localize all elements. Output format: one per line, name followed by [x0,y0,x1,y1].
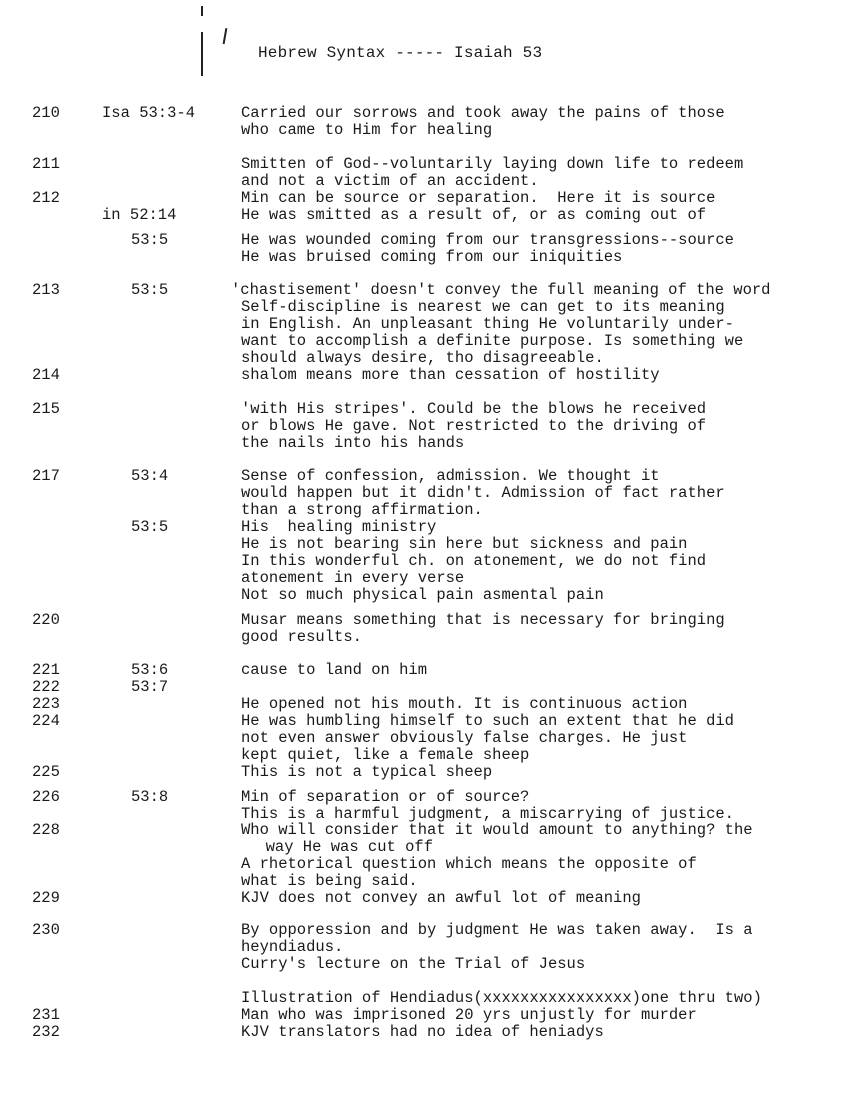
note-text: in English. An unpleasant thing He voluntarily under- [241,315,734,333]
note-text: Not so much physical pain asmental pain [241,586,604,604]
note-line [0,282,849,299]
note-line [0,696,849,713]
line-number: 214 [32,366,60,384]
note-line [0,873,849,890]
note-line [0,333,849,350]
note-line [0,679,849,696]
verse-reference: 53:7 [131,678,169,696]
note-line [0,822,849,839]
note-text: the nails into his hands [241,434,465,452]
note-line [0,502,849,519]
note-line [0,232,849,249]
note-line [0,956,849,973]
note-text: He was bruised coming from our iniquities [241,248,623,266]
verse-reference: 53:8 [131,788,169,806]
note-line [0,299,849,316]
line-number: 228 [32,821,60,839]
note-line [0,519,849,536]
note-line [0,468,849,485]
note-line [0,418,849,435]
note-text: Musar means something that is necessary for bringing [241,611,725,629]
note-line [0,350,849,367]
note-text: He was smitted as a result of, or as coming out of [241,206,707,224]
note-text: He was humbling himself to such an extent that he did [241,712,734,730]
note-line [0,1024,849,1041]
note-text: Sense of confession, admission. We thought it [241,467,660,485]
note-line [0,1007,849,1024]
note-line [0,156,849,173]
note-text: 'with His stripes'. Could be the blows he received [241,400,707,418]
note-line [0,922,849,939]
note-text: In this wonderful ch. on atonement, we do not find [241,552,707,570]
line-number: 210 [32,104,60,122]
line-number: 226 [32,788,60,806]
binding-mark-long [201,32,203,76]
note-text: than a strong affirmation. [241,501,483,519]
line-number: 230 [32,921,60,939]
line-number: 223 [32,695,60,713]
line-number: 222 [32,678,60,696]
note-text: 'chastisement' doesn't convey the full meaning of the word [231,281,771,299]
note-line [0,122,849,139]
note-line [0,612,849,629]
note-text: KJV does not convey an awful lot of meaning [241,889,641,907]
note-text: Curry's lecture on the Trial of Jesus [241,955,586,973]
note-line [0,316,849,333]
line-number: 229 [32,889,60,907]
note-text: or blows He gave. Not restricted to the driving of [241,417,707,435]
note-text: His healing ministry [241,518,437,536]
note-text: Man who was imprisoned 20 yrs unjustly for murder [241,1006,697,1024]
note-text: way He was cut off [247,838,434,856]
verse-reference: in 52:14 [102,206,177,224]
note-line [0,173,849,190]
note-line [0,839,849,856]
note-line [0,730,849,747]
note-text: and not a victim of an accident. [241,172,539,190]
note-text: cause to land on him [241,661,428,679]
note-line [0,629,849,646]
note-line [0,249,849,266]
page-title: Hebrew Syntax ----- Isaiah 53 [258,44,543,62]
note-text: This is a harmful judgment, a miscarrying of justice. [241,805,734,823]
note-line [0,990,849,1007]
note-line [0,485,849,502]
verse-reference: 53:6 [131,661,169,679]
note-line [0,401,849,418]
line-number: 232 [32,1023,60,1041]
note-line [0,789,849,806]
note-text: He is not bearing sin here but sickness and pain [241,535,688,553]
note-line [0,190,849,207]
note-text: good results. [241,628,362,646]
note-text: atonement in every verse [241,569,465,587]
note-text: He opened not his mouth. It is continuous action [241,695,688,713]
verse-reference: 53:4 [131,467,169,485]
line-number: 212 [32,189,60,207]
verse-reference: 53:5 [131,281,169,299]
note-line [0,662,849,679]
line-number: 213 [32,281,60,299]
note-text: KJV translators had no idea of heniadys [241,1023,604,1041]
note-line [0,553,849,570]
note-line [0,367,849,384]
note-text: Who will consider that it would amount to anything? the [241,821,753,839]
note-text: A rhetorical question which means the opposite of [241,855,697,873]
note-text: heyndiadus. [241,938,344,956]
note-text: who came to Him for healing [241,121,493,139]
verse-reference: Isa 53:3-4 [102,104,196,122]
verse-reference: 53:5 [131,231,169,249]
note-text: Min of separation or of source? [241,788,530,806]
line-number: 217 [32,467,60,485]
binding-mark-tick [223,28,227,44]
note-text: Smitten of God--voluntarily laying down life to redeem [241,155,744,173]
note-text: He was wounded coming from our transgressions--source [241,231,734,249]
note-line [0,587,849,604]
note-line [0,764,849,781]
note-line [0,939,849,956]
note-line [0,856,849,873]
note-line [0,747,849,764]
note-text: This is not a typical sheep [241,763,493,781]
note-line [0,536,849,553]
note-text: shalom means more than cessation of hostility [241,366,660,384]
line-number: 215 [32,400,60,418]
note-text: kept quiet, like a female sheep [241,746,530,764]
note-text: Min can be source or separation. Here it is source [241,189,716,207]
note-line [0,105,849,122]
note-text: not even answer obviously false charges. He just [241,729,688,747]
note-text: should always desire, tho disagreeable. [241,349,604,367]
verse-reference: 53:5 [131,518,169,536]
line-number: 224 [32,712,60,730]
note-text: Illustration of Hendiadus(xxxxxxxxxxxxxxxx)one thru two) [241,989,762,1007]
note-line [0,207,849,224]
note-line [0,435,849,452]
binding-mark-short [201,6,203,16]
note-text: what is being said. [241,872,418,890]
note-line [0,570,849,587]
line-number: 225 [32,763,60,781]
note-text: Carried our sorrows and took away the pains of those [241,104,725,122]
note-text: Self-discipline is nearest we can get to its meaning [241,298,725,316]
line-number: 211 [32,155,60,173]
note-text: By opporession and by judgment He was taken away. Is a [241,921,753,939]
note-text: would happen but it didn't. Admission of fact rather [241,484,725,502]
line-number: 221 [32,661,60,679]
note-line [0,713,849,730]
note-text: want to accomplish a definite purpose. Is something we [241,332,744,350]
line-number: 231 [32,1006,60,1024]
line-number: 220 [32,611,60,629]
note-line [0,890,849,907]
